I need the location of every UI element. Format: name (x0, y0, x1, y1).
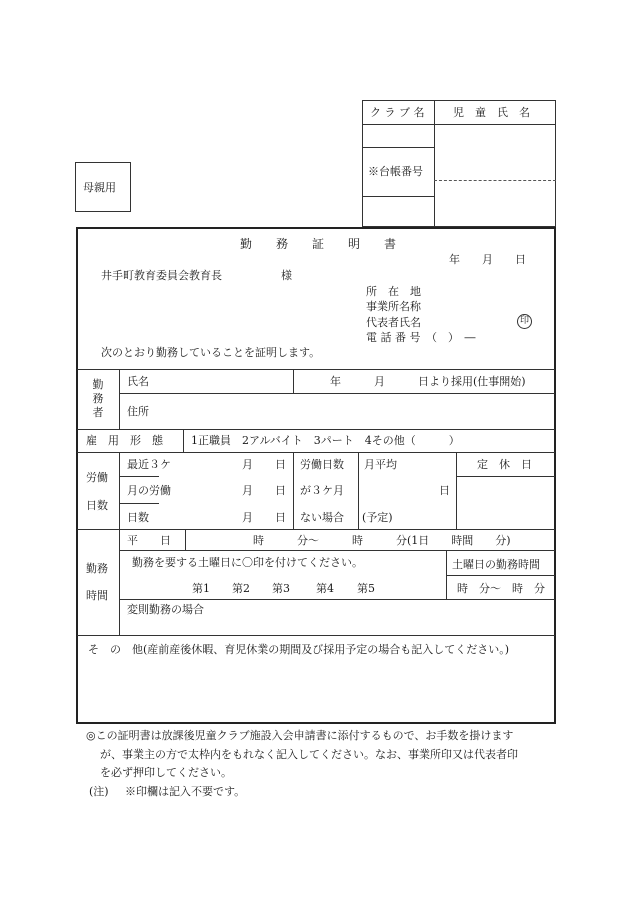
club-table-divider (434, 100, 435, 227)
saturday-week-1: 第1 (192, 582, 210, 595)
employment-type-label: 雇 用 形 態 (86, 434, 163, 447)
note-line-1: ◎この証明書は放課後児童クラブ施設入会申請書に添付するもので、お手数を掛けます (86, 729, 514, 742)
table-line (185, 529, 186, 550)
monthly-average-label: 月平均 (364, 458, 397, 471)
saturday-time: 時 分～ 時 分 (457, 582, 545, 595)
worker-side-label: 勤務者 (92, 378, 104, 419)
table-line (358, 452, 359, 529)
worker-name-label: 氏名 (127, 375, 149, 388)
other-label: そ の 他(産前産後休暇、育児休業の期間及び採用予定の場合も記入してください。) (88, 643, 510, 656)
work-hours-side-label: 時間 (86, 589, 108, 602)
table-line (77, 452, 555, 453)
month-day-field: 月 日 (242, 484, 286, 497)
table-line (456, 452, 457, 529)
irregular-work-label: 変則勤務の場合 (127, 603, 204, 616)
recent-days-label: 日数 (127, 511, 149, 524)
table-line (183, 429, 184, 452)
note-line-2: が、事業主の方で太枠内をもれなく記入してください。なお、事業所印又は代表者印 (100, 748, 518, 761)
child-name-label: 児 童 氏 名 (453, 106, 530, 119)
recent-days-label: 月の労働 (127, 484, 171, 497)
table-line (446, 575, 555, 576)
month-day-field: 月 日 (242, 511, 286, 524)
short-days-label: 労働日数 (300, 458, 344, 471)
certificate-date: 年 月 日 (449, 253, 526, 266)
table-line (119, 369, 120, 429)
day-unit: 日 (439, 484, 450, 497)
hire-date-label: 年 月 日より採用(仕事開始) (330, 375, 526, 388)
work-days-side-label: 日数 (86, 499, 108, 512)
table-line (77, 369, 555, 370)
table-line (119, 599, 555, 600)
saturday-hours-label: 土曜日の勤務時間 (452, 558, 540, 571)
short-days-label: ない場合 (300, 511, 344, 524)
worker-address-label: 住所 (127, 405, 149, 418)
club-table-row-line (362, 196, 434, 197)
work-days-side-label: 労働 (86, 471, 108, 484)
table-line (293, 369, 294, 393)
certificate-statement: 次のとおり勤務していることを証明します。 (101, 346, 321, 359)
table-line (119, 452, 120, 635)
phone-label: 電 話 番 号 （ ） ― (366, 331, 476, 344)
recent-days-label: 最近３ケ (127, 458, 171, 471)
club-table-row-line (362, 147, 434, 148)
seal-mark: 印 (517, 314, 532, 329)
employment-options: 1正職員 2アルバイト 3パート 4その他（ ） (191, 434, 460, 447)
child-name-dashed-line (434, 180, 556, 181)
club-table-header-line (362, 124, 556, 125)
ledger-no-label: ※台帳番号 (368, 165, 423, 178)
representative-name-label: 代表者氏名 (366, 316, 421, 329)
saturday-week-5: 第5 (357, 582, 375, 595)
table-line (77, 635, 555, 636)
planned-label: (予定) (362, 511, 393, 524)
table-line (77, 429, 555, 430)
table-line (119, 503, 159, 504)
table-line (119, 393, 555, 394)
table-line (119, 550, 555, 551)
table-line (456, 476, 555, 477)
table-line (119, 476, 159, 477)
saturday-note: 勤務を要する土曜日に〇印を付けてください。 (132, 556, 363, 569)
saturday-week-4: 第4 (316, 582, 334, 595)
note-text: ※印欄は記入不要です。 (125, 785, 246, 798)
weekday-time: 時 分～ 時 分(1日 時間 分) (253, 534, 511, 547)
honorific: 様 (281, 269, 292, 282)
location-label: 所 在 地 (366, 285, 421, 298)
short-days-label: が３ケ月 (300, 484, 344, 497)
certificate-title: 勤 務 証 明 書 (240, 237, 397, 251)
note-line-3: を必ず押印してください。 (100, 766, 232, 779)
table-line (446, 550, 447, 599)
saturday-week-3: 第3 (272, 582, 290, 595)
office-name-label: 事業所名称 (366, 300, 421, 313)
table-line (77, 529, 555, 530)
saturday-week-2: 第2 (232, 582, 250, 595)
addressee: 井手町教育委員会教育長 (101, 269, 222, 282)
holiday-label: 定 休 日 (477, 458, 532, 471)
club-table (362, 100, 556, 227)
table-line (293, 452, 294, 529)
mother-label: 母親用 (83, 181, 116, 194)
weekday-label: 平 日 (127, 534, 171, 547)
month-day-field: 月 日 (242, 458, 286, 471)
note-prefix: (注) (89, 785, 109, 798)
club-name-label: ク ラ ブ 名 (370, 106, 425, 119)
work-hours-side-label: 勤務 (86, 562, 108, 575)
